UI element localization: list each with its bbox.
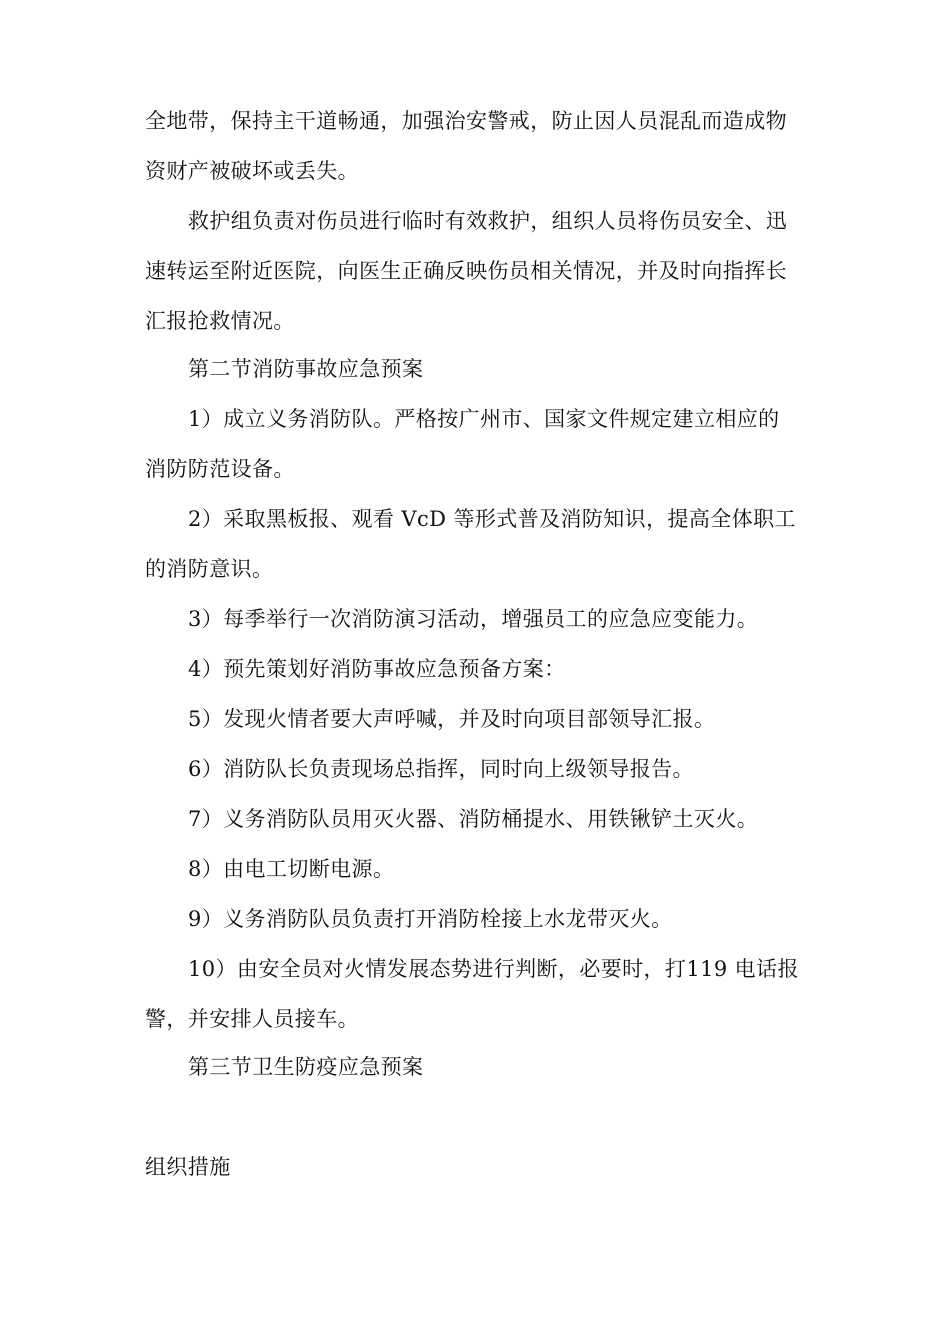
subsection-heading: 组织措施 <box>145 1155 231 1179</box>
list-item: 10）由安全员对火情发展态势进行判断，必要时，打119 电话报 <box>188 957 799 981</box>
section-heading: 第二节消防事故应急预案 <box>188 357 424 381</box>
text-line: 全地带，保持主干道畅通，加强治安警戒，防止因人员混乱而造成物 <box>145 109 787 133</box>
text-line: 资财产被破坏或丢失。 <box>145 159 359 183</box>
list-item: 9）义务消防队员负责打开消防栓接上水龙带灭火。 <box>188 907 673 931</box>
text-line: 消防防范设备。 <box>145 457 295 481</box>
list-item: 3）每季举行一次消防演习活动，增强员工的应急应变能力。 <box>188 607 759 631</box>
text-line: 速转运至附近医院，向医生正确反映伤员相关情况，并及时向指挥长 <box>145 259 787 283</box>
list-item: 8）由电工切断电源。 <box>188 857 395 881</box>
list-item: 2）采取黑板报、观看 VcD 等形式普及消防知识，提高全体职工 <box>188 507 796 531</box>
section-heading: 第三节卫生防疫应急预案 <box>188 1055 424 1079</box>
text-line: 的消防意识。 <box>145 557 274 581</box>
list-item: 5）发现火情者要大声呼喊，并及时向项目部领导汇报。 <box>188 707 716 731</box>
list-item: 4）预先策划好消防事故应急预备方案： <box>188 657 566 681</box>
text-line: 警，并安排人员接车。 <box>145 1007 359 1031</box>
list-item: 1）成立义务消防队。严格按广州市、国家文件规定建立相应的 <box>188 407 780 431</box>
paragraph-start: 救护组负责对伤员进行临时有效救护，组织人员将伤员安全、迅 <box>188 209 788 233</box>
list-item: 6）消防队长负责现场总指挥，同时向上级领导报告。 <box>188 757 694 781</box>
text-line: 汇报抢救情况。 <box>145 309 295 333</box>
list-item: 7）义务消防队员用灭火器、消防桶提水、用铁锹铲土灭火。 <box>188 807 759 831</box>
